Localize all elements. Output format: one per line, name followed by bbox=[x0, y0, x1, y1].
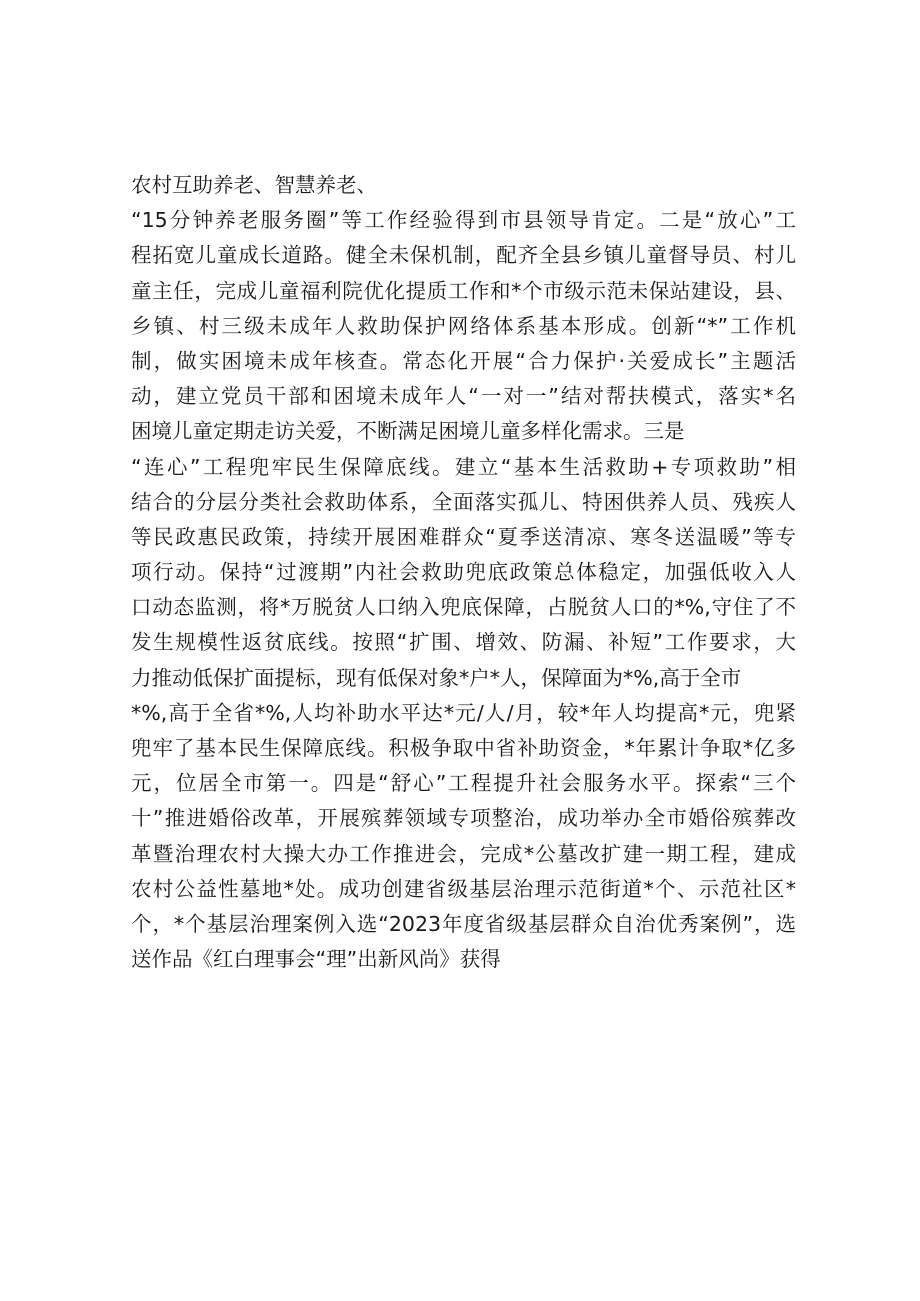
text-line: 农村互助养老、智慧养老、 bbox=[131, 173, 377, 197]
text-line: 口动态监测，将*万脱贫人口纳入兜底保障，占脱贫人口的*%,守住了不 bbox=[131, 595, 796, 620]
text-line: 农村公益性墓地*处。成功创建省级基层治理示范街道*个、示范社区* bbox=[131, 876, 796, 901]
text-line: 送作品《红白理事会“理”出新风尚》获得 bbox=[131, 947, 501, 972]
text-line: 兜牢了基本民生保障底线。积极争取中省补助资金，*年累计争取*亿多 bbox=[131, 736, 796, 760]
text-line: 等民政惠民政策，持续开展困难群众“夏季送清凉、寒冬送温暖”等专 bbox=[131, 524, 796, 549]
text-line: “连心”工程兜牢民生保障底线。建立“基本生活救助+专项救助”相 bbox=[131, 454, 796, 479]
text-line: *%,高于全省*%,人均补助水平达*元/人/月，较*年人均提高*元，兜紧 bbox=[131, 700, 796, 725]
text-line: 动，建立党员干部和困境未成年人“一对一”结对帮扶模式，落实*名 bbox=[131, 384, 796, 409]
text-line: 困境儿童定期走访关爱，不断满足困境儿童多样化需求。三是 bbox=[131, 419, 685, 444]
text-line: 乡镇、村三级未成年人救助保护网络体系基本形成。创新“*”工作机 bbox=[131, 313, 796, 338]
text-line: 革暨治理农村大操大办工作推进会，完成*公墓改扩建一期工程，建成 bbox=[131, 841, 796, 866]
text-line: 童主任，完成儿童福利院优化提质工作和*个市级示范未保站建设，县、 bbox=[131, 278, 796, 303]
text-line: 程拓宽儿童成长道路。健全未保机制，配齐全县乡镇儿童督导员、村儿 bbox=[131, 243, 796, 268]
text-line: “15分钟养老服务圈”等工作经验得到市县领导肯定。二是“放心”工 bbox=[131, 208, 796, 233]
text-line: 十”推进婚俗改革，开展殡葬领域专项整治，成功举办全市婚俗殡葬改 bbox=[131, 806, 796, 831]
text-line: 制，做实困境未成年核查。常态化开展“合力保护·关爱成长”主题活 bbox=[131, 348, 796, 373]
body-text bbox=[131, 168, 796, 977]
text-line: 发生规模性返贫底线。按照“扩围、增效、防漏、补短”工作要求，大 bbox=[131, 630, 796, 655]
text-line: 元，位居全市第一。四是“舒心”工程提升社会服务水平。探索“三个 bbox=[131, 771, 796, 796]
text-line: 力推动低保扩面提标，现有低保对象*户*人，保障面为*%,高于全市 bbox=[131, 665, 742, 690]
text-line: 个，*个基层治理案例入选“2023年度省级基层群众自治优秀案例”，选 bbox=[131, 911, 796, 936]
text-line: 结合的分层分类社会救助体系，全面落实孤儿、特困供养人员、残疾人 bbox=[131, 489, 796, 514]
text-line: 项行动。保持“过渡期”内社会救助兜底政策总体稳定，加强低收入人 bbox=[131, 560, 796, 585]
